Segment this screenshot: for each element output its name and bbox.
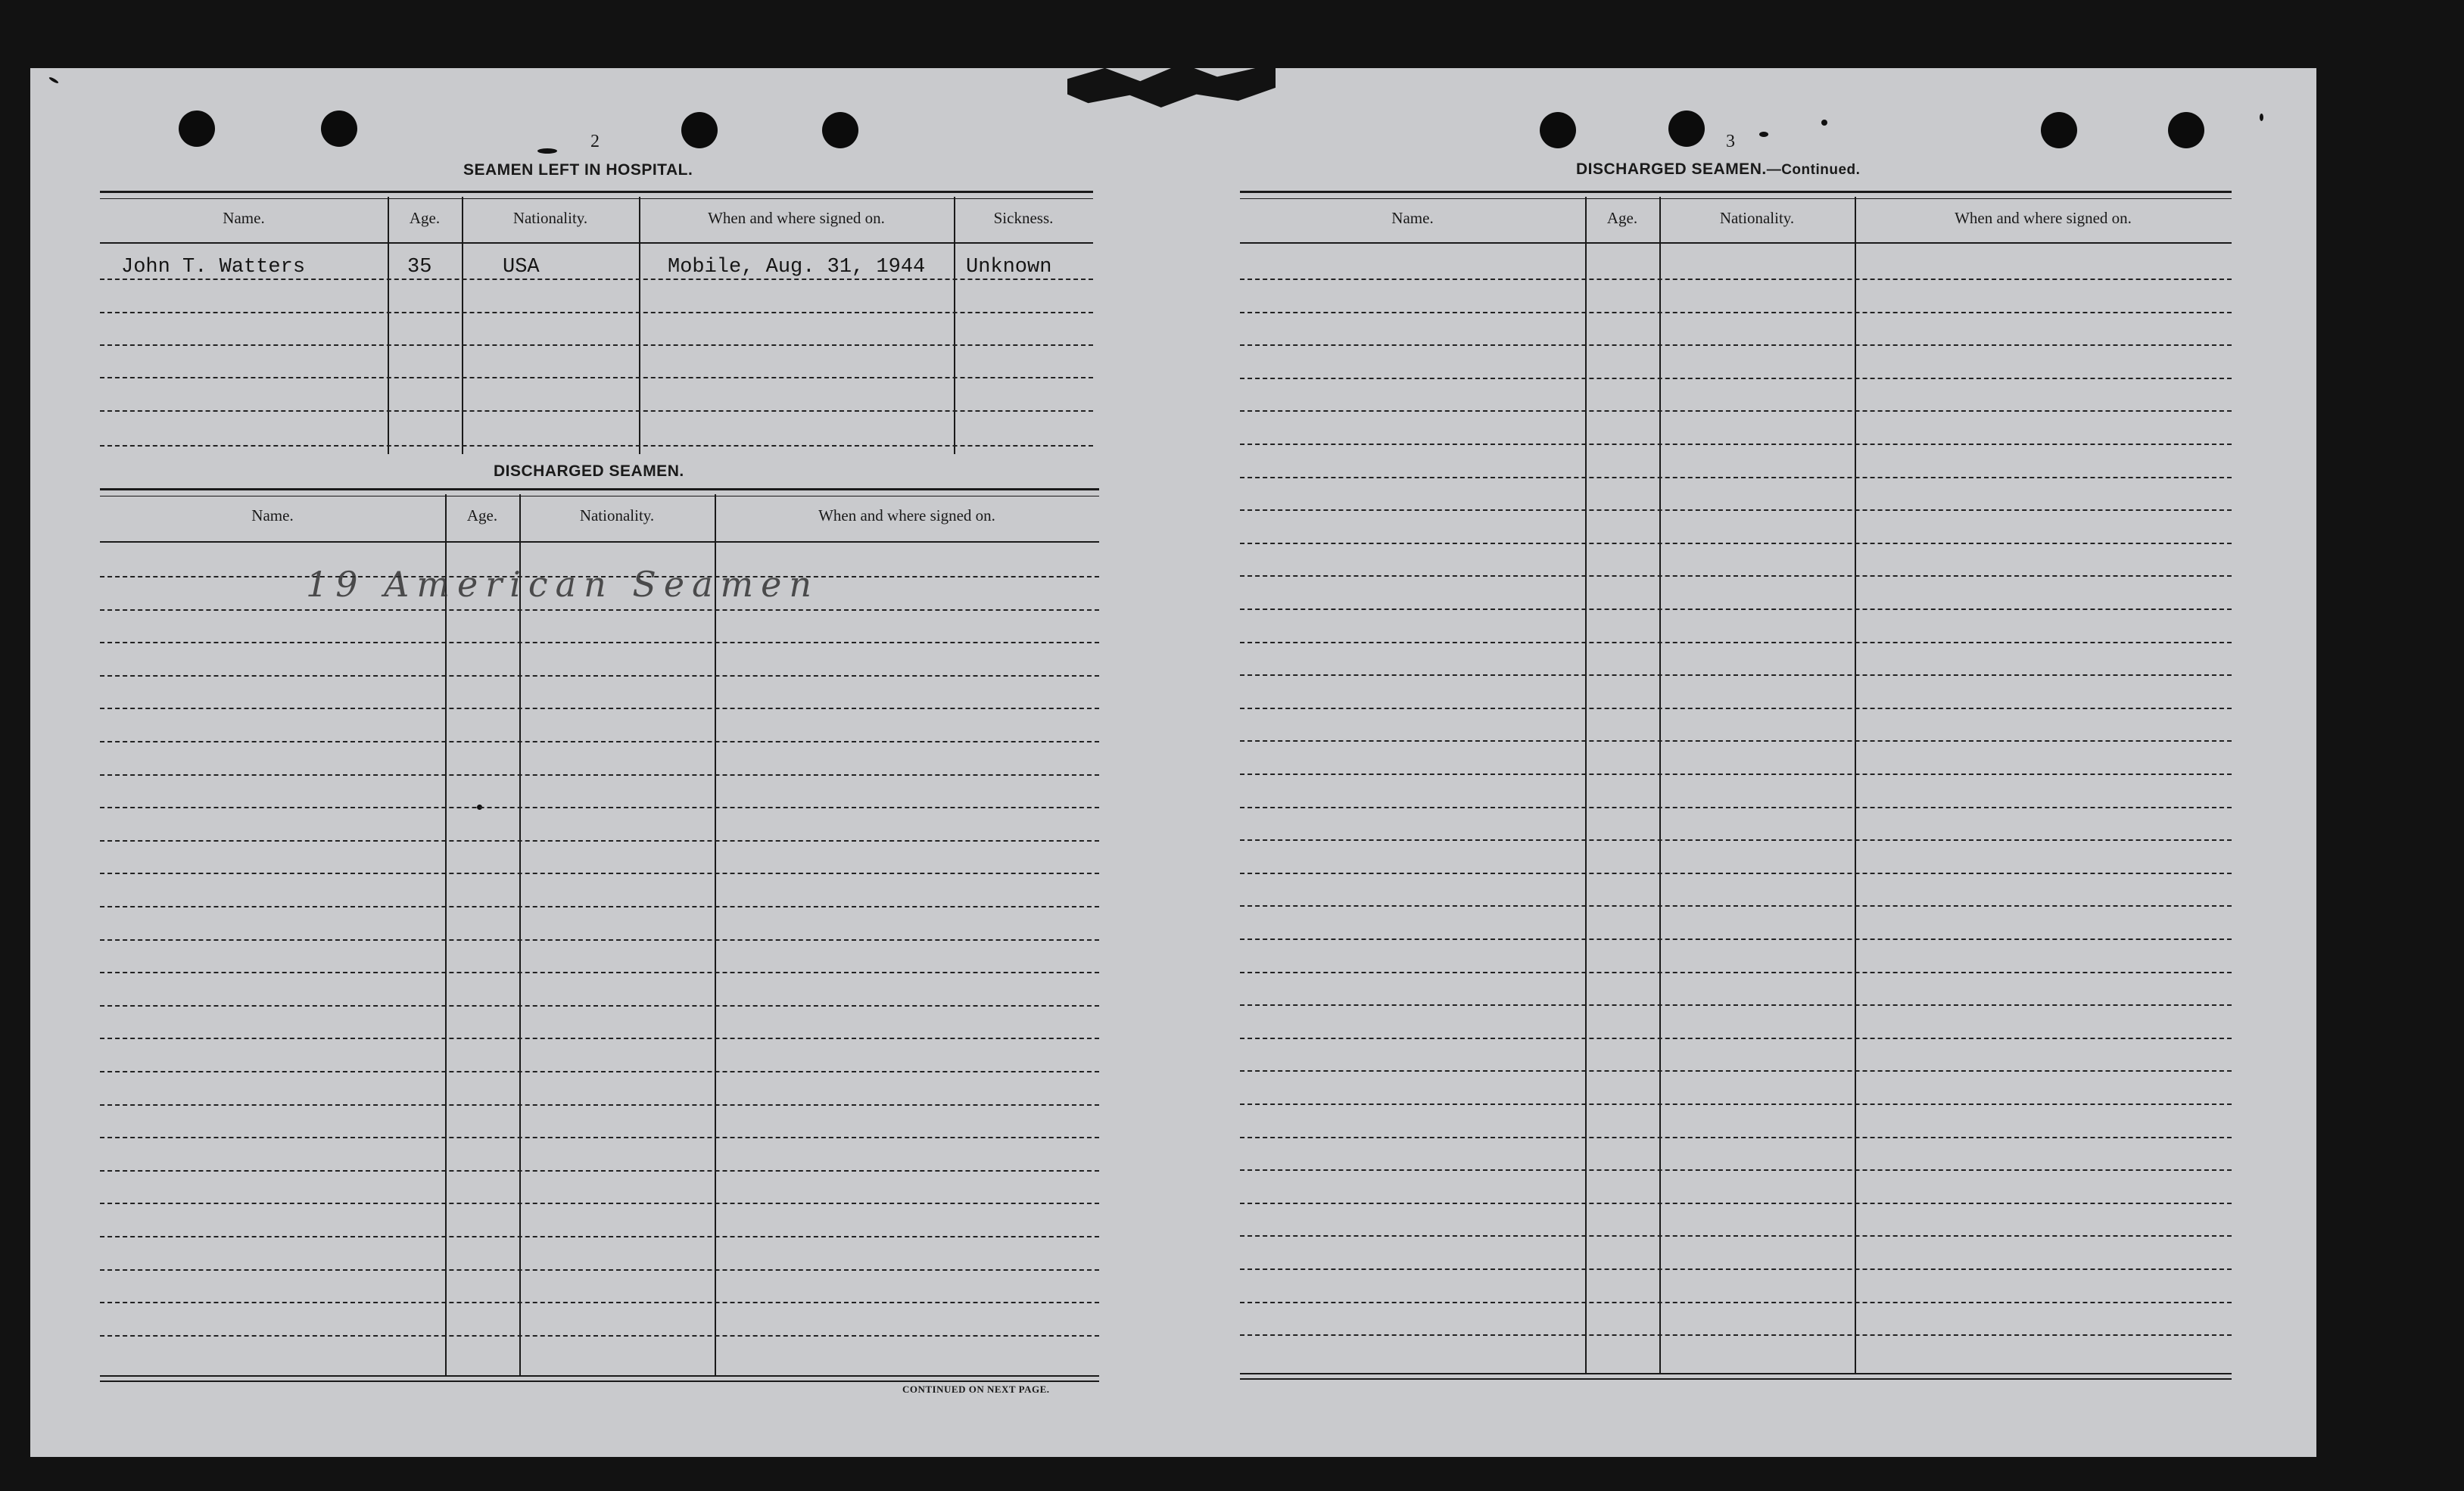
table-row (100, 906, 1099, 907)
table-row (1240, 344, 2232, 346)
discharged-table (100, 488, 1099, 1381)
table-row (100, 675, 1099, 677)
table-row (100, 840, 1099, 842)
column-header-name: Name. (1391, 209, 1434, 227)
table-row (1240, 1070, 2232, 1072)
punch-hole (2168, 112, 2204, 148)
table-row (100, 609, 1099, 611)
table-row (1240, 1302, 2232, 1303)
discharged-continued-table (1240, 191, 2232, 1380)
table-row (1240, 1004, 2232, 1006)
page-number-left: 2 (590, 132, 600, 151)
table-row (100, 1269, 1099, 1271)
column-header-nationality: Nationality. (1719, 209, 1795, 227)
table-row (1240, 609, 2232, 610)
discharged-continued-title: DISCHARGED SEAMEN.—Continued. (1576, 160, 1861, 178)
table-row (1240, 1268, 2232, 1270)
hospital-table (100, 191, 1093, 454)
column-header-sickness: Sickness. (993, 209, 1054, 227)
handwritten-note: 19 American Seamen (306, 564, 819, 605)
punch-hole (2041, 112, 2077, 148)
table-row (1240, 575, 2232, 577)
punch-hole (1540, 112, 1576, 148)
table-row (100, 873, 1099, 874)
table-row (100, 774, 1099, 776)
table-row (100, 1005, 1099, 1007)
column-header-nationality: Nationality. (579, 506, 655, 524)
table-row (1240, 642, 2232, 643)
hospital-entry-age: 35 (407, 256, 432, 279)
punch-hole (321, 111, 357, 147)
hospital-section-title: SEAMEN LEFT IN HOSPITAL. (463, 161, 693, 179)
table-row (1240, 543, 2232, 544)
table-row (100, 1302, 1099, 1303)
table-row (1240, 774, 2232, 775)
punch-hole (179, 111, 215, 147)
table-row (1240, 972, 2232, 973)
punch-hole (681, 112, 718, 148)
table-row (1240, 1169, 2232, 1171)
table-row (100, 344, 1093, 346)
table-row (100, 1137, 1099, 1138)
table-row (100, 1071, 1099, 1072)
table-row (1240, 279, 2232, 280)
table-row (1240, 1038, 2232, 1039)
table-row (100, 1104, 1099, 1106)
column-header-age: Age. (409, 209, 441, 227)
table-row (100, 312, 1093, 313)
punch-hole (822, 112, 858, 148)
speck (1759, 132, 1768, 137)
column-header-age: Age. (466, 506, 498, 524)
hospital-entry-sickness: Unknown (966, 256, 1052, 279)
table-row (100, 1335, 1099, 1337)
column-header-name: Name. (251, 506, 294, 524)
punch-hole (1668, 111, 1705, 147)
table-row (100, 279, 1093, 280)
table-row (100, 377, 1093, 378)
speck (537, 148, 557, 154)
table-row (1240, 312, 2232, 313)
table-row (1240, 938, 2232, 940)
table-row (100, 642, 1099, 643)
column-header-signed-on: When and where signed on. (708, 209, 885, 227)
table-row (100, 1203, 1099, 1204)
table-row (100, 1170, 1099, 1172)
table-row (1240, 378, 2232, 379)
table-row (1240, 740, 2232, 742)
page-number-right: 3 (1726, 132, 1735, 151)
table-row (1240, 839, 2232, 841)
hospital-entry-signed-on: Mobile, Aug. 31, 1944 (668, 256, 926, 279)
table-row (1240, 1235, 2232, 1237)
table-row (100, 1236, 1099, 1237)
column-header-signed-on: When and where signed on. (1955, 209, 2132, 227)
column-header-age: Age. (1606, 209, 1638, 227)
column-header-name: Name. (223, 209, 265, 227)
table-row (1240, 444, 2232, 445)
table-row (100, 972, 1099, 973)
table-row (1240, 410, 2232, 412)
column-header-signed-on: When and where signed on. (818, 506, 995, 524)
table-row (100, 939, 1099, 941)
table-row (100, 708, 1099, 709)
table-row (1240, 807, 2232, 808)
table-row (100, 1038, 1099, 1039)
table-row (1240, 674, 2232, 676)
table-row (1240, 905, 2232, 907)
table-row (1240, 1103, 2232, 1105)
table-row (1240, 1203, 2232, 1204)
discharged-section-title: DISCHARGED SEAMEN. (494, 462, 684, 480)
table-row (100, 445, 1093, 447)
speck (1821, 120, 1827, 126)
hospital-entry-nationality: USA (503, 256, 540, 279)
table-row (1240, 873, 2232, 874)
column-header-nationality: Nationality. (512, 209, 588, 227)
speck (2260, 114, 2263, 121)
table-row (1240, 477, 2232, 478)
table-row (100, 807, 1099, 808)
table-row (100, 741, 1099, 742)
table-row (1240, 1334, 2232, 1336)
continued-footer: CONTINUED ON NEXT PAGE. (902, 1384, 1050, 1395)
hospital-entry-name: John T. Watters (121, 256, 306, 279)
table-row (1240, 509, 2232, 511)
table-row (100, 410, 1093, 412)
table-row (1240, 708, 2232, 709)
table-row (1240, 1137, 2232, 1138)
